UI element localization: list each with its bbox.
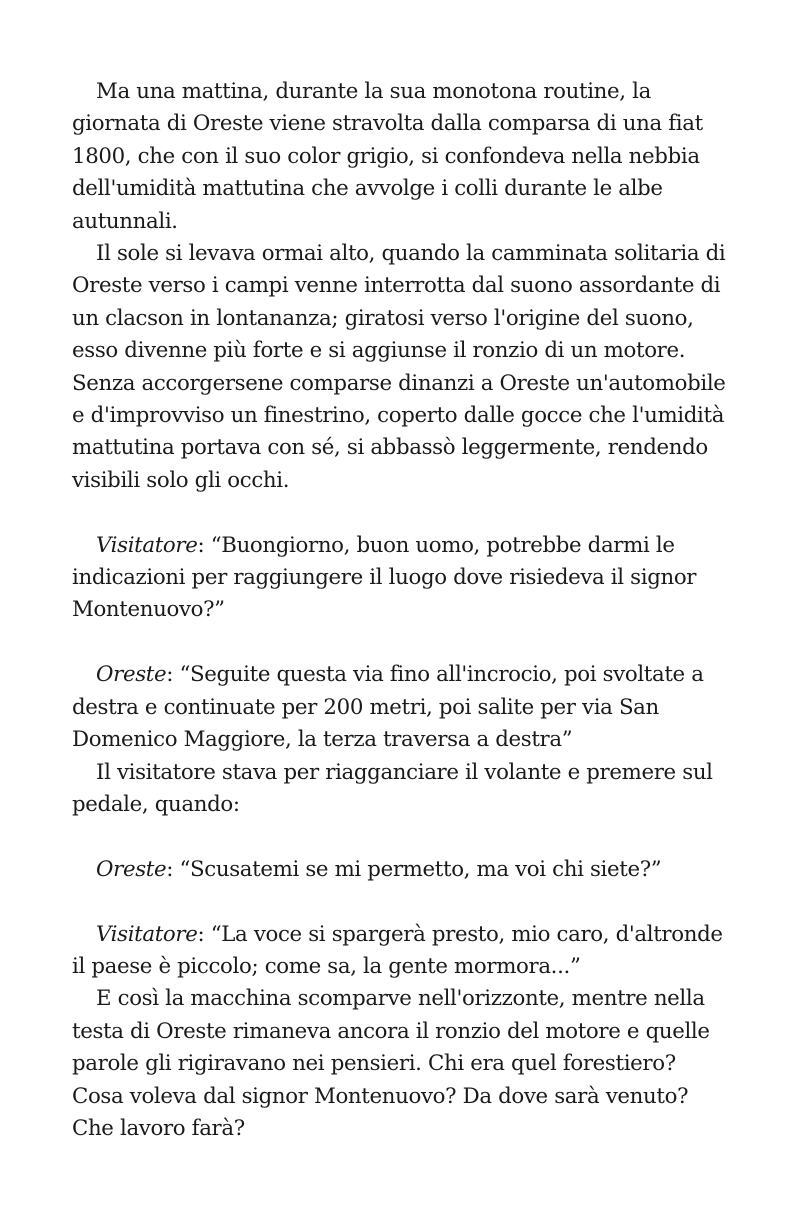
speaker-name: Oreste [96, 662, 167, 688]
paragraph-spacer [72, 497, 728, 529]
paragraph-4: E così la macchina scomparve nell'orizzonte, mentre nella testa di Oreste rimaneva ancora il ronzio del motore e quelle parole gli rigiravano nei pensieri. Chi era quel forestiero? Cosa voleva dal signor Montenuovo? Da dove sarà venuto? Che lavoro farà? [72, 986, 710, 1141]
dialogue-visitor-1 [72, 530, 728, 627]
paragraph-spacer [72, 627, 728, 659]
dialogue-visitor-2 [72, 919, 728, 984]
paragraph-2: Il sole si levava ormai alto, quando la camminata solitaria di Oreste verso i campi venne interrotta dal suono assordante di un clacson in lontananza; giratosi verso l'origine del suono, esso divenne più forte e si aggiunse il ronzio di un motore. Senza accorgersene comparse dinanzi a Oreste un'automobile e d'improvviso un finestrino, coperto dalle gocce che l'umidità mattutina portava con sé, si abbassò leggermente, rendendo visibili solo gli occhi. [72, 241, 726, 493]
dialogue-oreste-2 [72, 854, 728, 886]
paragraph-spacer [72, 821, 728, 853]
dialogue-text: : “Scusatemi se mi permetto, ma voi chi siete?” [166, 856, 662, 882]
dialogue-text: : “Seguite questa via fino all'incrocio, poi svoltate a destra e continuate per 200 metri, poi salite per via San Domenico Maggiore, la terza traversa a destra” [72, 662, 704, 753]
speaker-name: Visitatore [96, 921, 198, 947]
dialogue-text: : “La voce si spargerà presto, mio caro, d'altronde il paese è piccolo; come sa, la gente mormora...” [72, 921, 723, 979]
speaker-name: Visitatore [96, 532, 198, 558]
document-page [72, 76, 728, 1145]
speaker-name: Oreste [96, 856, 167, 882]
paragraph-spacer [72, 886, 728, 918]
dialogue-oreste-1 [72, 659, 728, 756]
paragraph-1: Ma una mattina, durante la sua monotona routine, la giornata di Oreste viene stravolta dalla comparsa di una fiat 1800, che con il suo color grigio, si confondeva nella nebbia dell'umidità mattutina che avvolge i colli durante le albe autunnali. [72, 79, 703, 234]
dialogue-text: : “Buongiorno, buon uomo, potrebbe darmi le indicazioni per raggiungere il luogo dove risiedeva il signor Montenuovo?” [72, 532, 697, 623]
paragraph-3: Il visitatore stava per riagganciare il volante e premere sul pedale, quando: [72, 759, 713, 817]
